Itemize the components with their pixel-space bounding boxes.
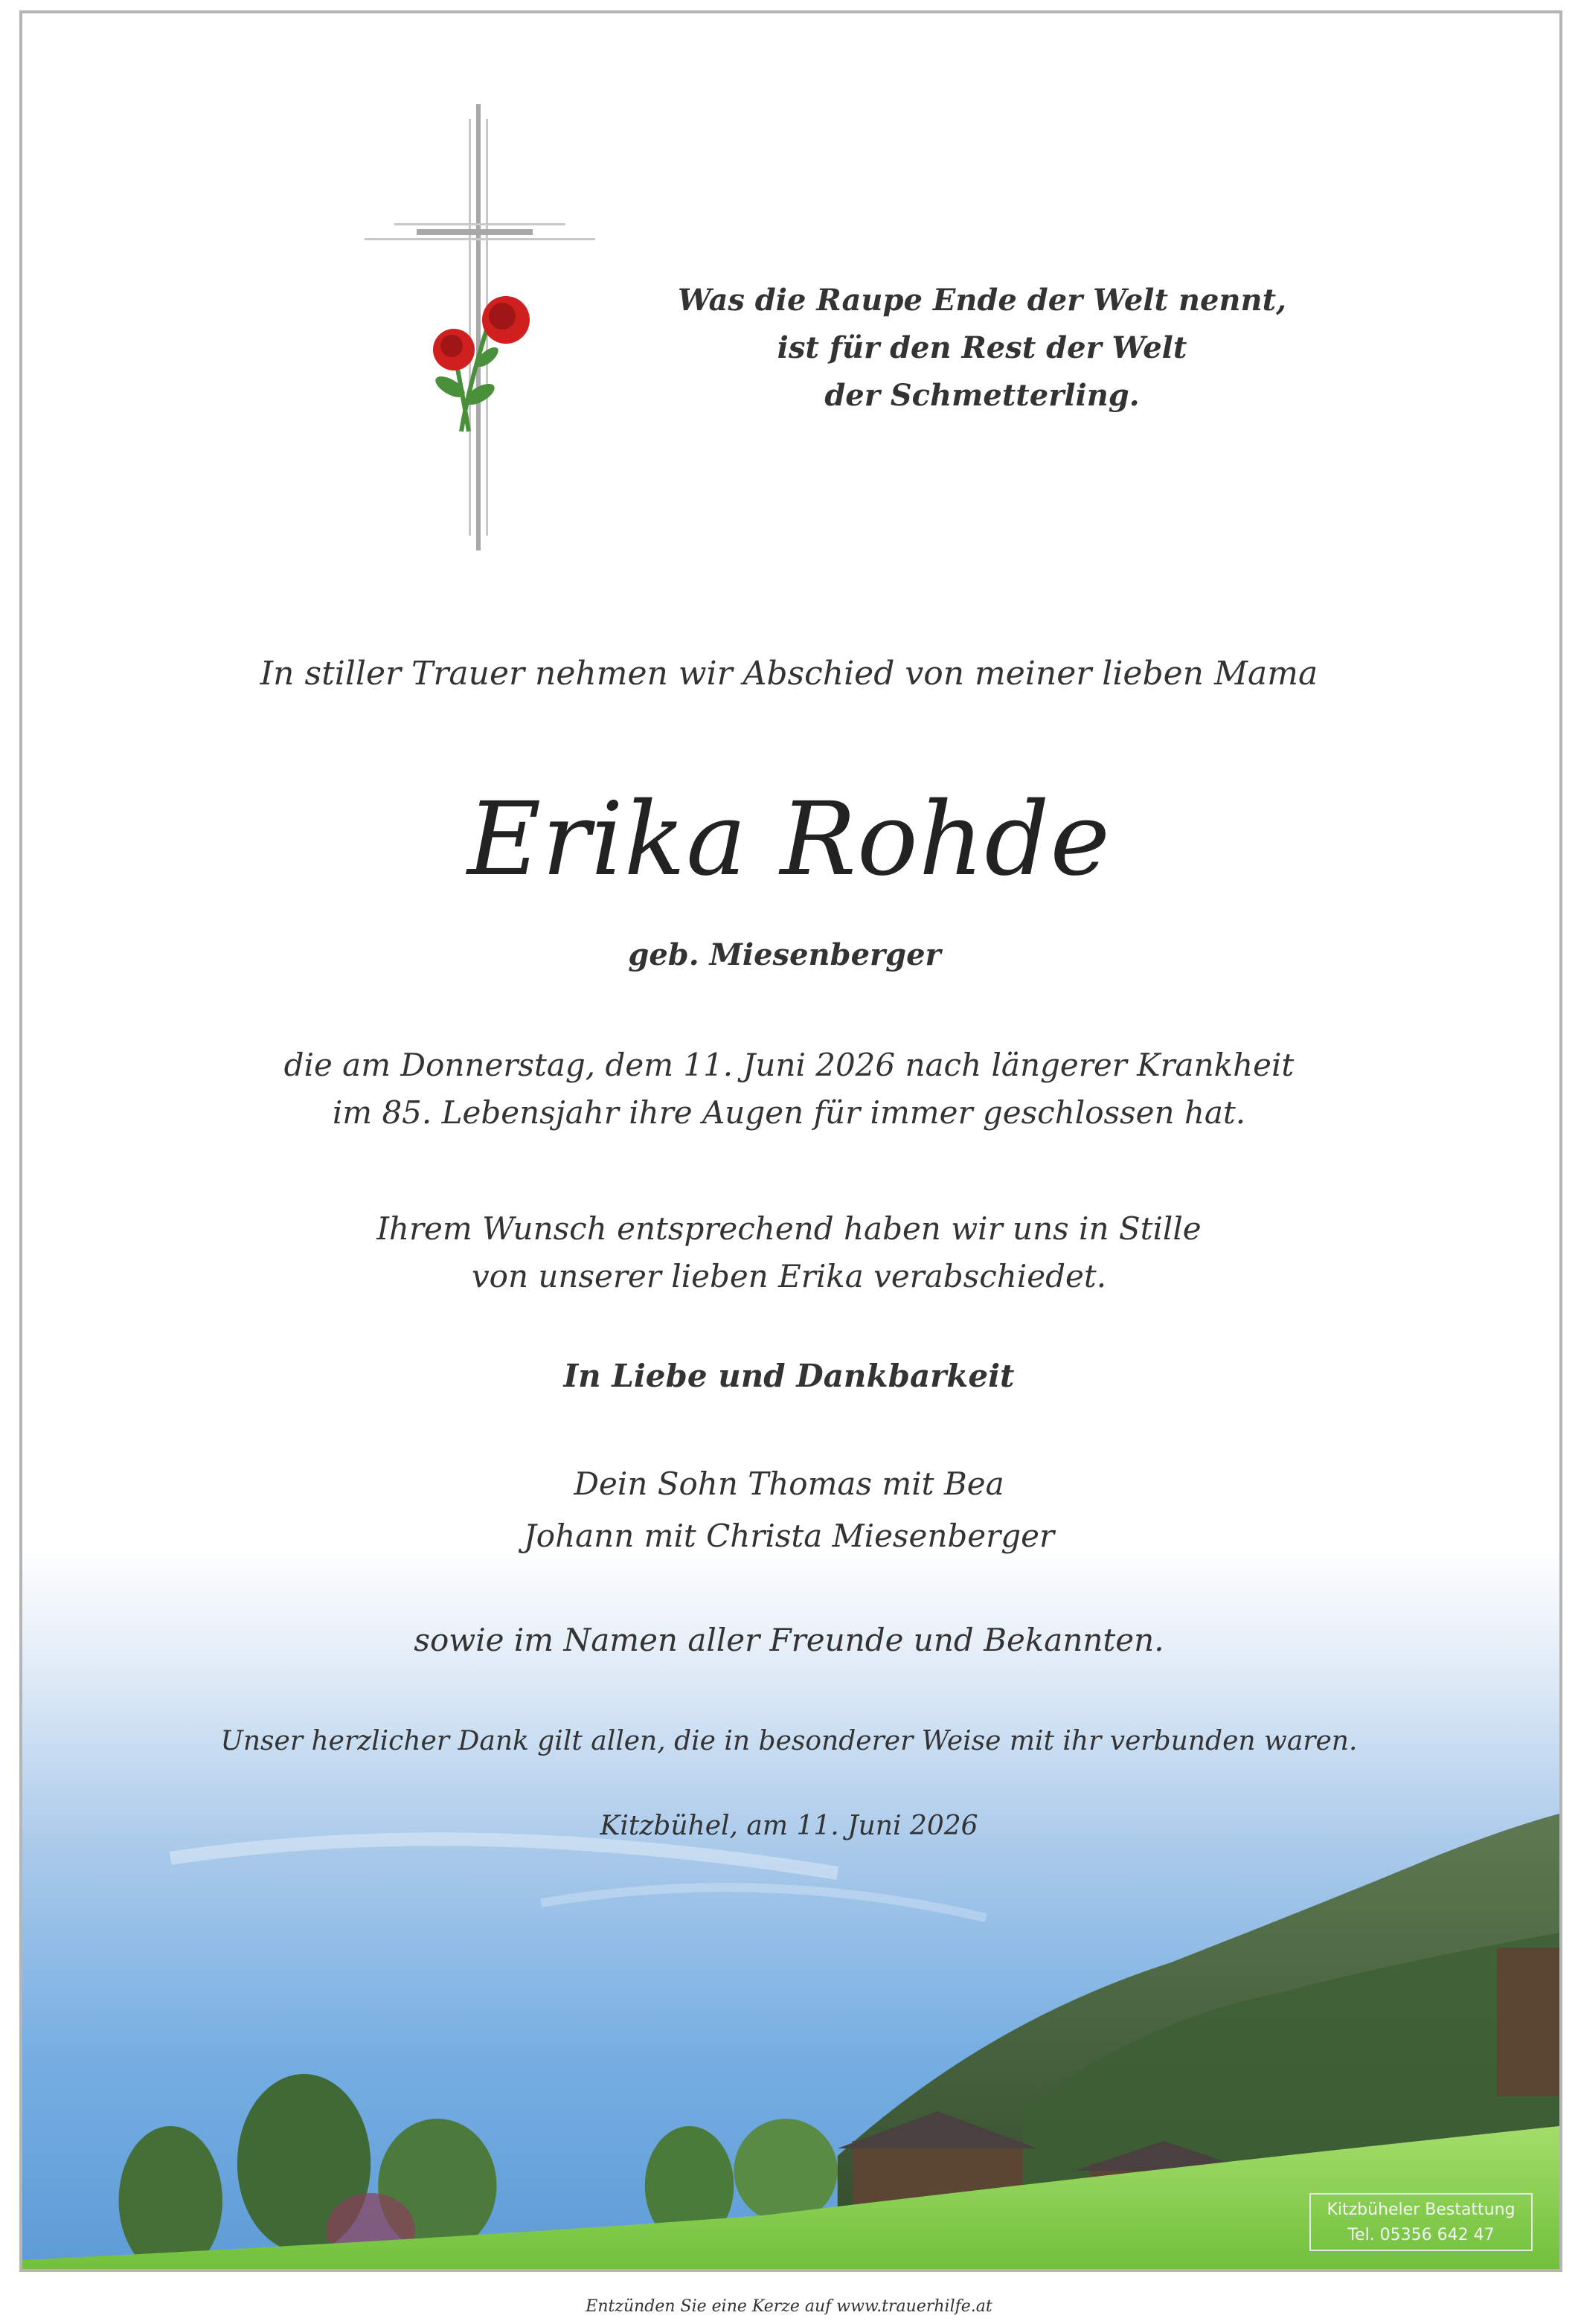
quote-line-2: ist für den Rest der Welt: [777, 330, 1187, 365]
wish-line-2: von unserer lieben Erika verabschiedet.: [471, 1258, 1107, 1294]
cross-icon: [357, 104, 610, 558]
stamp-line-1: Kitzbüheler Bestattung: [1327, 2201, 1516, 2219]
friends-line: sowie im Namen aller Freunde und Bekannten.: [414, 1622, 1164, 1658]
wish-line-1: Ihrem Wunsch entsprechend haben wir uns in Stille: [376, 1210, 1202, 1247]
place-date: Kitzbühel, am 11. Juni 2026: [600, 1811, 978, 1841]
death-notice-line-1: die am Donnerstag, dem 11. Juni 2026 nach längerer Krankheit: [283, 1047, 1295, 1083]
quote: [610, 277, 1354, 420]
maiden-name: geb. Miesenberger: [628, 937, 941, 972]
roses-icon: [432, 296, 530, 431]
family-names: [0, 1458, 1578, 1562]
family-line-2: Johann mit Christa Miesenberger: [523, 1518, 1055, 1554]
funeral-home-stamp: [1309, 2193, 1533, 2251]
love-line: In Liebe und Dankbarkeit: [563, 1358, 1015, 1394]
thanks-line: Unser herzlicher Dank gilt allen, die in besonderer Weise mit ihr verbunden waren.: [220, 1726, 1358, 1756]
deceased-name: Erika Rohde: [467, 781, 1111, 899]
wish-text: [0, 1205, 1578, 1300]
footer-link[interactable]: Entzünden Sie eine Kerze auf www.trauerhilfe.at: [586, 2297, 992, 2316]
intro-line: In stiller Trauer nehmen wir Abschied von meiner lieben Mama: [260, 655, 1318, 693]
death-notice-line-2: im 85. Lebensjahr ihre Augen für immer geschlossen hat.: [332, 1094, 1246, 1131]
quote-line-3: der Schmetterling.: [824, 378, 1140, 413]
death-notice: [0, 1041, 1578, 1137]
quote-line-1: Was die Raupe Ende der Welt nennt,: [678, 283, 1286, 318]
stamp-line-2: Tel. 05356 642 47: [1347, 2226, 1495, 2244]
family-line-1: Dein Sohn Thomas mit Bea: [574, 1466, 1004, 1502]
